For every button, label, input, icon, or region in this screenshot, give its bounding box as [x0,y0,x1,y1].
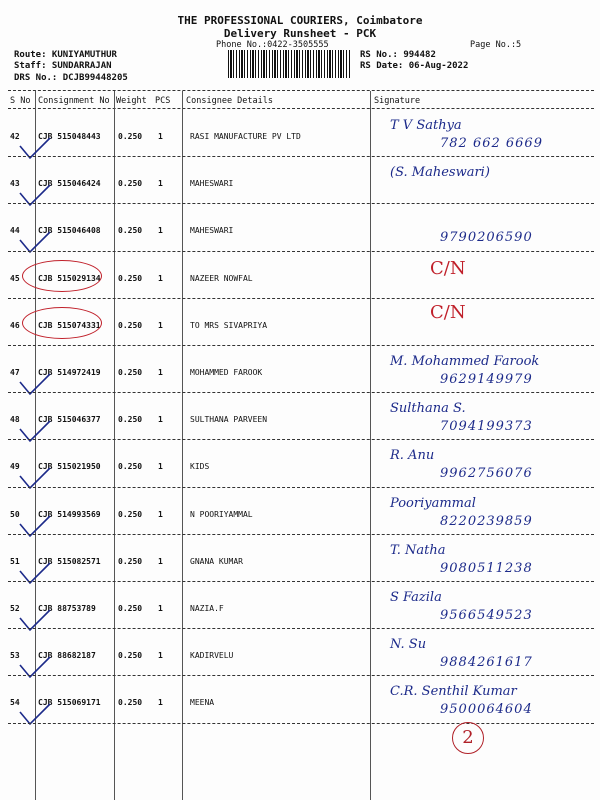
row-pcs: 1 [158,273,163,283]
row-signature [380,680,590,724]
row-sno: 54 [10,698,20,708]
table-row [0,393,600,441]
row-pcs: 1 [158,179,163,189]
row-signature [380,633,590,677]
row-consignee: MEENA [190,698,215,708]
row-weight: 0.250 [118,320,143,330]
row-pcs: 1 [158,604,163,613]
red-circle-mark [22,307,102,339]
row-consignee: GNANA KUMAR [190,556,243,566]
table-row [0,110,600,158]
row-signature [380,350,590,394]
table-row [0,629,600,677]
table-row [0,488,600,536]
row-sno: 47 [10,368,20,377]
table-row [0,299,600,347]
row-signature [380,539,590,583]
table-row [0,346,600,394]
table-row [0,676,600,724]
row-signature [380,586,590,630]
row-weight: 0.250 [118,604,143,613]
signature-phone: 9500064604 [440,702,533,718]
signature-phone: 9080511238 [440,560,533,576]
signature-phone: 9566549523 [440,608,533,623]
row-signature [380,444,590,488]
signature-name: (S. Maheswari) [390,165,490,181]
row-consignment-no: CJB 515046408 [38,226,101,236]
signature-name: R. Anu [390,448,435,464]
signature-phone: 9790206590 [440,230,533,246]
signature-name: N. Su [390,637,427,653]
row-consignment-no: CJB 515074331 [38,320,101,330]
row-pcs: 1 [158,368,163,377]
signature-name: Sulthana S. [390,401,466,417]
row-sno: 44 [10,226,20,236]
row-sno: 42 [10,132,20,141]
row-sno: 53 [10,651,20,661]
signature-name: S Fazila [390,590,442,605]
row-signature [380,161,590,205]
row-consignment-no: CJB 514993569 [38,509,101,519]
row-consignment-no: CJB 515082571 [38,556,101,566]
row-signature [380,256,590,300]
row-sno: 48 [10,415,20,425]
signature-name: C.R. Senthil Kumar [390,684,517,700]
row-pcs: 1 [158,415,163,425]
rs-number: RS No.: 994482 [360,50,436,60]
row-separator [8,723,594,724]
row-consignment-no: CJB 515046424 [38,179,101,189]
row-consignment-no: CJB 515046377 [38,415,101,425]
row-weight: 0.250 [118,179,143,189]
row-weight: 0.250 [118,226,143,236]
row-weight: 0.250 [118,509,143,519]
runsheet-title: Delivery Runsheet - PCK [223,27,377,40]
row-sno: 50 [10,509,20,519]
row-signature [380,397,590,441]
page-number: Page No.:5 [470,40,522,50]
row-pcs: 1 [158,509,163,519]
row-consignment-no: CJB 88682187 [38,651,96,661]
row-consignment-no: CJB 514972419 [38,368,101,377]
row-consignee: RASI MANUFACTURE PV LTD [190,132,301,141]
row-consignment-no: CJB 515029134 [38,273,101,283]
route-label: Route: KUNIYAMUTHUR [14,50,117,60]
row-sno: 52 [10,604,20,613]
drs-label: DRS No.: DCJB99448205 [14,73,128,83]
cn-annotation: C/N [430,302,466,323]
row-consignee: NAZEER NOWFAL [190,273,253,283]
row-consignee: N POORIYAMMAL [190,509,253,519]
signature-phone: 782 662 6669 [440,136,543,151]
company-title: THE PROFESSIONAL COURIERS, Coimbatore [177,14,423,27]
row-consignee: NAZIA.F [190,604,224,613]
signature-name: Pooriyammal [390,495,476,511]
signature-name: T V Sathya [390,118,462,133]
row-signature [380,208,590,252]
row-pcs: 1 [158,132,163,141]
signature-name: T. Natha [390,542,446,558]
row-consignee: KIDS [190,462,210,472]
row-weight: 0.250 [118,368,143,377]
row-consignee: SULTHANA PARVEEN [190,415,268,425]
row-consignee: MAHESWARI [190,179,234,189]
col-header-consignment: Consignment No [38,96,110,106]
row-consignee: KADIRVELU [190,651,234,661]
row-consignment-no: CJB 515069171 [38,698,101,708]
col-header-sno: S No [10,96,31,106]
row-weight: 0.250 [118,698,143,708]
row-consignment-no: CJB 88753789 [38,604,96,613]
table-row [0,157,600,205]
table-row [0,204,600,252]
row-pcs: 1 [158,226,163,236]
row-pcs: 1 [158,320,163,330]
table-row [0,582,600,630]
col-header-signature: Signature [374,96,421,106]
row-sno: 51 [10,556,20,566]
row-consignee: MAHESWARI [190,226,234,236]
barcode-image [228,50,350,78]
row-consignment-no: CJB 515048443 [38,132,101,141]
row-consignee: TO MRS SIVAPRIYA [190,320,268,330]
table-row [0,535,600,583]
cn-annotation: C/N [430,258,466,279]
row-signature [380,303,590,347]
table-top-rule [8,90,594,91]
phone-number: Phone No.:0422-3505555 [216,40,329,50]
col-header-weight: Weight [116,96,147,106]
signature-phone: 9962756076 [440,466,533,482]
row-sno: 43 [10,179,20,189]
row-pcs: 1 [158,462,163,472]
table-row [0,440,600,488]
row-weight: 0.250 [118,556,143,566]
col-header-pcs: PCS [155,96,171,106]
red-circle-mark [22,260,102,292]
rs-date: RS Date: 06-Aug-2022 [360,61,469,71]
row-sno: 46 [10,320,20,330]
row-sno: 45 [10,273,20,283]
row-signature [380,492,590,536]
row-weight: 0.250 [118,651,143,661]
col-header-consignee: Consignee Details [186,96,273,106]
row-consignment-no: CJB 515021950 [38,462,101,472]
signature-phone: 9884261617 [440,655,533,671]
row-pcs: 1 [158,556,163,566]
row-signature [380,114,590,158]
table-header-rule [8,108,594,109]
signature-phone: 8220239859 [440,513,533,529]
staff-label: Staff: SUNDARRAJAN [14,61,112,71]
signature-phone: 9629149979 [440,372,533,387]
row-weight: 0.250 [118,273,143,283]
table-row [0,252,600,300]
signature-name: M. Mohammed Farook [390,354,540,369]
row-pcs: 1 [158,651,163,661]
row-weight: 0.250 [118,415,143,425]
row-pcs: 1 [158,698,163,708]
row-weight: 0.250 [118,132,143,141]
signature-phone: 7094199373 [440,419,533,435]
row-weight: 0.250 [118,462,143,472]
row-sno: 49 [10,462,20,472]
page-mark-circle: 2 [452,722,484,754]
row-consignee: MOHAMMED FAROOK [190,368,263,377]
